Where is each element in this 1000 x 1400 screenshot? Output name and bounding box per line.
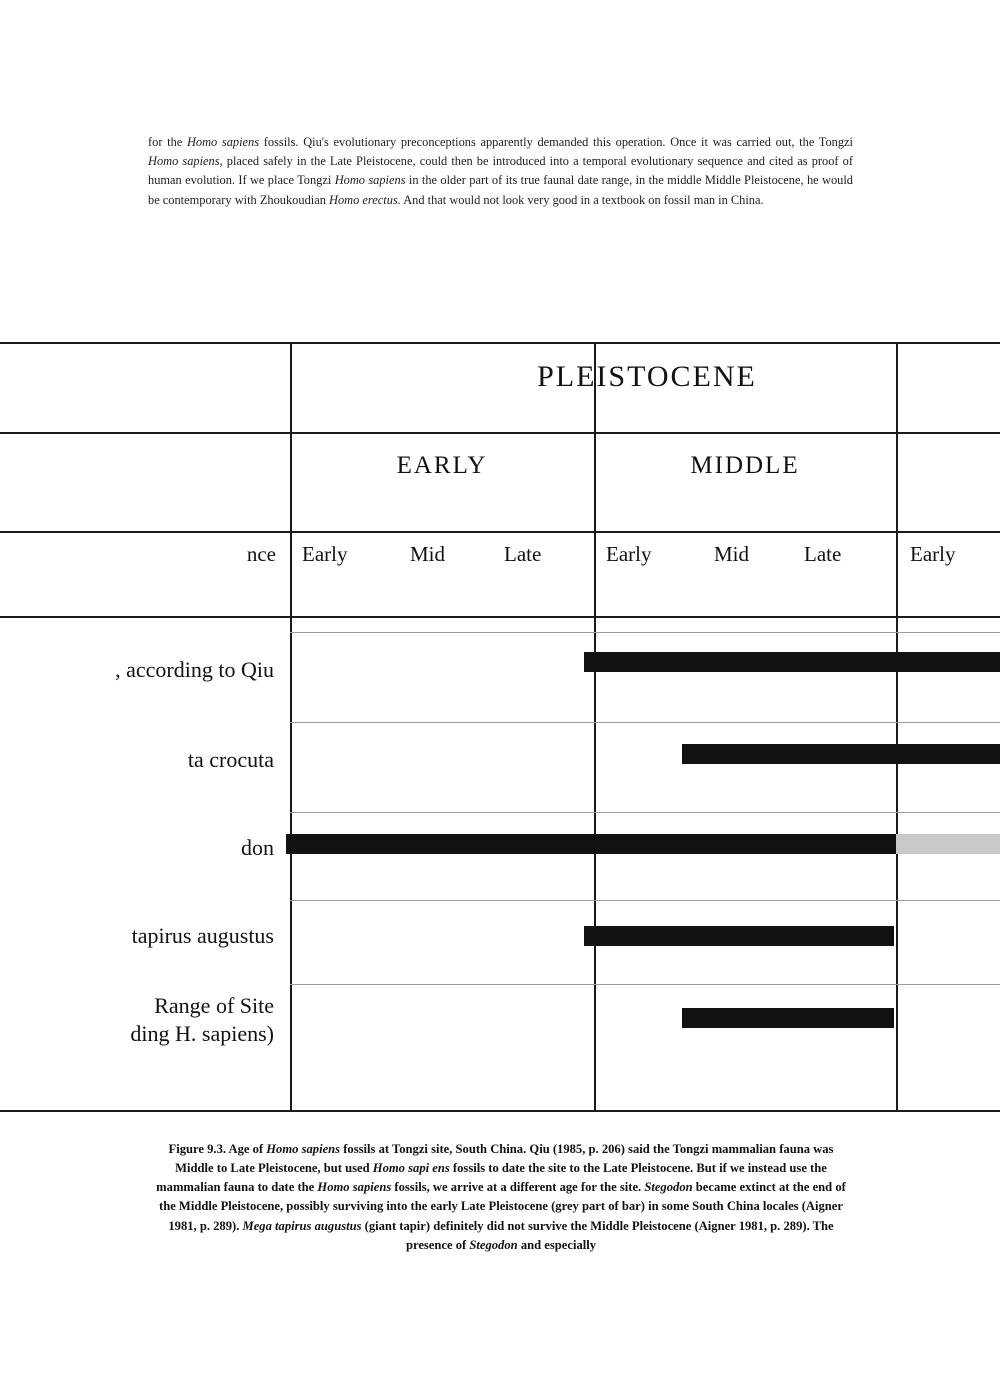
taxon-row-label-3 (0, 922, 282, 950)
substage-label-6: Early (910, 542, 956, 566)
taxon-row-label-line1-0: , according to Qiu (115, 657, 274, 682)
text-segment-7: Stegodon (644, 1180, 693, 1195)
taxon-row-label-line1-4: Range of Site (154, 993, 274, 1018)
text-segment-3: Homo sapiens, (148, 154, 223, 169)
range-bar-2-1 (896, 834, 1000, 854)
substage-label-4: Mid (714, 542, 750, 566)
text-segment-2: fossils at Tongzi site, South China. Qiu (1985, p. 206) said the Tongzi mammalian fauna was Middle to Late Pleistocene, but used (175, 1142, 834, 1176)
text-segment-6: fossils, we arrive at a different age for the site. (391, 1180, 645, 1195)
body-paragraph (148, 133, 853, 210)
substage-label-5: Late (804, 542, 842, 566)
row-separator-0 (290, 632, 1000, 633)
stage-header-early: EARLY (396, 452, 488, 479)
range-bar-2-0 (286, 834, 896, 854)
substage-label-2: Late (504, 542, 542, 566)
text-segment-1: Homo sapiens (266, 1142, 341, 1156)
taxon-row-label-2 (0, 834, 282, 862)
figure-chronology-chart (0, 342, 1000, 1112)
figure-caption (148, 1140, 854, 1255)
taxon-row-label-4 (0, 992, 282, 1047)
substage-label-3: Early (606, 542, 652, 566)
row-separator-3 (290, 900, 1000, 901)
substage-label-0: Early (302, 542, 348, 566)
range-bar-0-0 (584, 652, 1000, 672)
row-separator-1 (290, 722, 1000, 723)
text-segment-9: Mega tapirus augustus (242, 1218, 362, 1233)
row-separator-4 (290, 984, 1000, 985)
text-segment-4: fossils to date the site to the Late Pleistocene. But if we instead use the mammalian fauna to date the (156, 1161, 827, 1195)
chart-frame (0, 342, 1000, 1112)
text-segment-2: fossils. Qiu's evolutionary preconceptions apparently demanded this operation. Once it was carried out, the Tongzi (259, 135, 854, 149)
chart-rule-middle-late (896, 344, 898, 1110)
taxon-row-label-1 (0, 746, 282, 774)
text-segment-10: (giant tapir) definitely did not survive the Middle Pleistocene (Aigner 1981, p. 289). The presence of (361, 1218, 834, 1252)
row-header-stub: nce (246, 542, 276, 566)
row-separator-2 (290, 812, 1000, 813)
range-bar-3-0 (584, 926, 894, 946)
epoch-header-pleistocene: PLEISTOCENE (537, 360, 757, 393)
text-segment-0: for the (148, 135, 187, 149)
substage-label-1: Mid (410, 542, 446, 566)
text-segment-8: And that would not look very good in a textbook on fossil man in China. (400, 192, 764, 207)
text-segment-3: Homo sapi ens (372, 1161, 450, 1176)
taxon-row-label-line1-2: don (241, 835, 274, 860)
text-segment-7: Homo erectus. (329, 192, 401, 207)
taxon-row-label-line1-1: ta crocuta (187, 747, 274, 772)
chart-rule-below-substage (0, 616, 1000, 618)
chart-rule-below-stage (0, 531, 1000, 533)
text-segment-6: in the older part of its true faunal date range, in the middle Middle Pleistocene, he would be contemporary with Zhoukoudian (148, 173, 853, 207)
text-segment-12: and especially (517, 1237, 597, 1252)
taxon-row-label-line1-3: tapirus augustus (131, 923, 274, 948)
taxon-row-label-0 (0, 656, 282, 684)
text-segment-4: placed safely in the Late Pleistocene, could then be introduced into a temporal evolutionary sequence and cited as proof of human evolution. If we place Tongzi (148, 154, 853, 188)
text-segment-5: Homo sapiens (334, 173, 406, 188)
text-segment-8: became extinct at the end of the Middle Pleistocene, possibly surviving into the early Late Pleistocene (grey part of bar) in some South China locales (Aigner 1981, p. 289). (159, 1180, 846, 1233)
text-segment-5: Homo sapiens (317, 1180, 392, 1195)
text-segment-11: Stegodon (469, 1237, 518, 1252)
text-segment-1: Homo sapiens (186, 135, 260, 149)
range-bar-1-0 (682, 744, 1000, 764)
stage-header-middle: MIDDLE (690, 452, 800, 479)
taxon-row-label-line2-4: ding H. sapiens) (130, 1020, 274, 1046)
chart-rule-below-epoch (0, 432, 1000, 434)
range-bar-4-0 (682, 1008, 894, 1028)
text-segment-0: Figure 9.3. Age of (168, 1142, 267, 1156)
